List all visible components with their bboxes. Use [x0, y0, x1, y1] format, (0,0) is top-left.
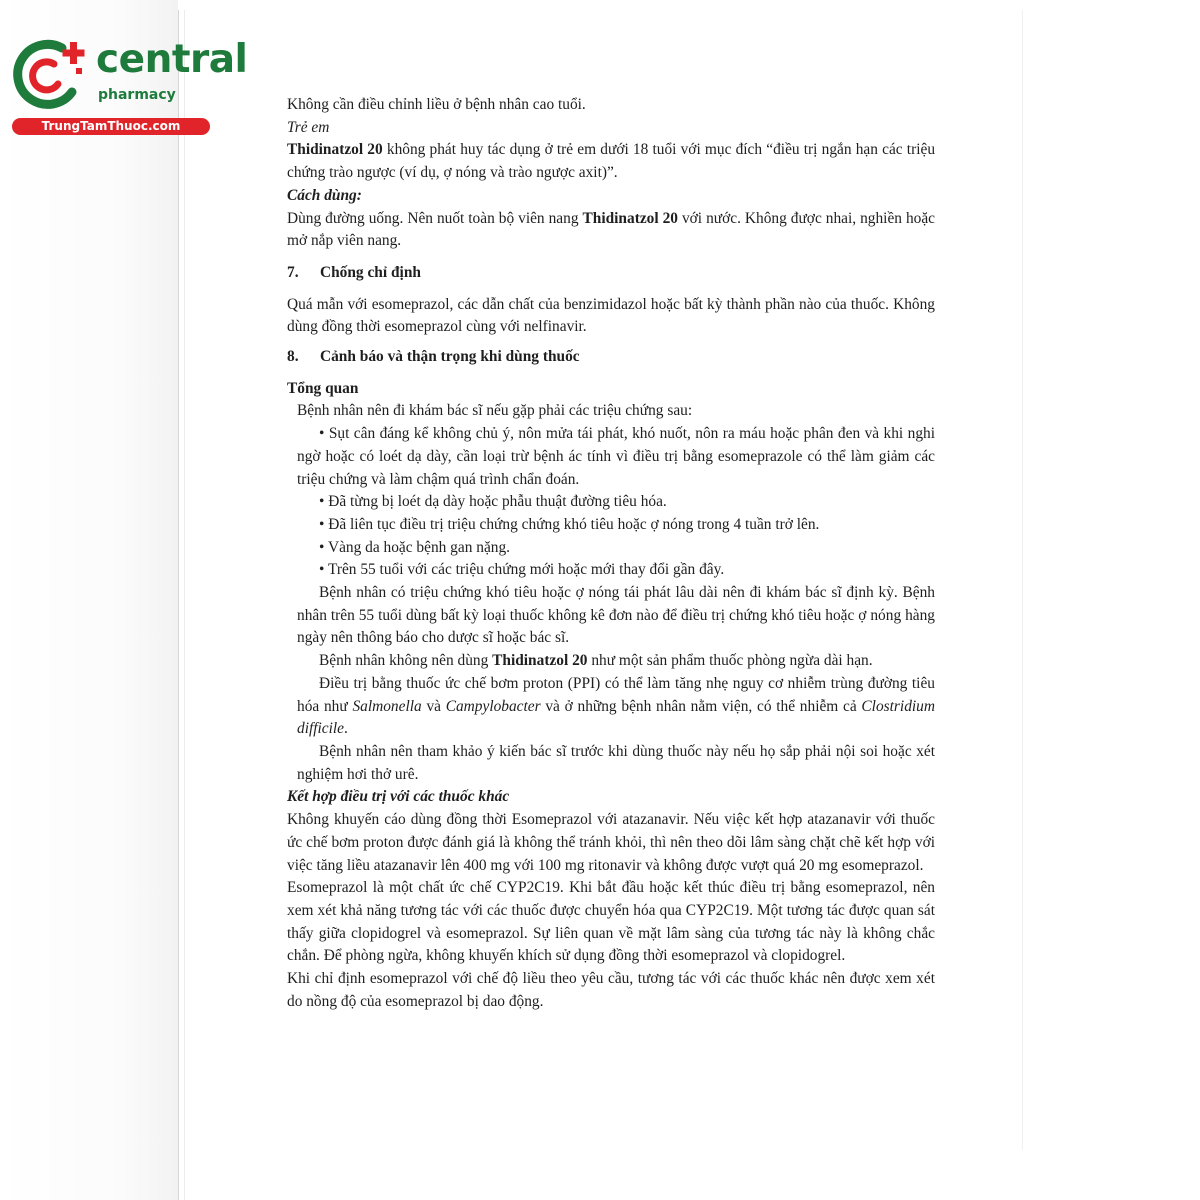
bacteria-name: Clostridium difficile	[297, 697, 935, 738]
children-text: không phát huy tác dụng ở trẻ em dưới 18 tuổi với mục đích “điều trị ngắn hạn các triệu chứng trào ngược (ví dụ, ợ nóng và trào ngược axit)”.	[287, 141, 936, 182]
cyp2c19-paragraph: Esomeprazol là một chất ức chế CYP2C19. Khi bắt đầu hoặc kết thúc điều trị bằng esomeprazol, nên xem xét khả năng tương tác với các thuốc được chuyển hóa qua CYP2C19. Một tương tác được quan sát thấy giữa clopidogrel và esomeprazol. Sự liên quan về mặt lâm sàng của tương tác này là không chắc chắn. Để phòng ngừa, không khuyến khích sử dụng đồng thời esomeprazol và clopidogrel.	[287, 879, 935, 965]
scan-fold-line-inner	[184, 10, 185, 1200]
contraindications-paragraph: Quá mẫn với esomeprazol, các dẫn chất của benzimidazol hoặc bất kỳ thành phần nào của thuốc. Không dùng đồng thời esomeprazol cùng với nelfinavir.	[287, 295, 935, 336]
usage-text-a: Dùng đường uống. Nên nuốt toàn bộ viên nang	[287, 209, 583, 227]
children-paragraph	[287, 139, 935, 184]
prevention-text-b: như một sản phẩm thuốc phòng ngừa dài hạn.	[587, 652, 873, 670]
overview-intro: Bệnh nhân nên đi khám bác sĩ nếu gặp phải các triệu chứng sau:	[297, 402, 693, 420]
document-body	[287, 94, 935, 1013]
scan-fold-line	[178, 10, 179, 1200]
pharmacy-c-cross-icon	[10, 36, 94, 116]
section-number: 7.	[287, 263, 299, 281]
interactions-subheading: Kết hợp điều trị với các thuốc khác	[287, 788, 510, 806]
atazanavir-paragraph: Không khuyến cáo dùng đồng thời Esomeprazol với atazanavir. Nếu việc kết hợp atazanavir với thuốc ức chế bơm proton được đánh giá là không thể tránh khỏi, thì nên theo dõi lâm sàng chặt chẽ kết hợp với việc tăng liều atazanavir lên 400 mg với 100 mg ritonavir và không được vượt quá 20 mg esomeprazol.	[287, 811, 935, 874]
usage-subheading: Cách dùng:	[287, 186, 362, 204]
section-title: Cảnh báo và thận trọng khi dùng thuốc	[320, 348, 580, 366]
warning-list	[287, 423, 935, 786]
scan-right-edge	[1022, 10, 1023, 1150]
infection-risk-paragraph	[297, 673, 935, 741]
infection-text-c: và ở những bệnh nhân nằm viện, có thể nhiễm cả	[540, 697, 862, 715]
logo-subtitle: pharmacy	[98, 87, 176, 103]
product-name: Thidinatzol 20	[287, 141, 383, 159]
logo-website-badge: TrungTamThuoc.com	[12, 118, 210, 135]
product-name: Thidinatzol 20	[582, 209, 678, 227]
logo-name: central	[96, 37, 248, 82]
section-8-heading	[287, 346, 935, 369]
overview-subheading: Tổng quan	[287, 379, 359, 397]
product-name: Thidinatzol 20	[492, 652, 588, 670]
prevention-paragraph	[297, 650, 935, 673]
list-item: • Vàng da hoặc bệnh gan nặng.	[319, 538, 511, 556]
infection-text-b: và	[421, 697, 446, 715]
usage-paragraph	[287, 208, 935, 253]
list-item: • Trên 55 tuổi với các triệu chứng mới hoặc mới thay đổi gần đây.	[319, 561, 725, 579]
bacteria-name: Campylobacter	[445, 697, 541, 715]
list-item: • Đã từng bị loét dạ dày hoặc phẫu thuật đường tiêu hóa.	[319, 493, 667, 511]
bacteria-name: Salmonella	[352, 697, 422, 715]
section-title: Chống chỉ định	[320, 263, 421, 281]
endoscopy-paragraph: Bệnh nhân nên tham khảo ý kiến bác sĩ trước khi dùng thuốc này nếu họ sắp phải nội soi hoặc xét nghiệm hơi thở urê.	[297, 742, 935, 783]
infection-text-a: Điều trị bằng thuốc ức chế bơm proton (PPI) có thể làm tăng nhẹ nguy cơ nhiễm trùng đường tiêu hóa như	[297, 674, 935, 715]
section-7-heading	[287, 262, 935, 285]
list-item: • Đã liên tục điều trị triệu chứng chứng khó tiêu hoặc ợ nóng trong 4 tuần trở lên.	[319, 515, 820, 533]
usage-text-b: với nước. Không được nhai, nghiền hoặc mở nắp viên nang.	[287, 209, 935, 250]
children-subheading: Trẻ em	[287, 118, 330, 136]
central-pharmacy-logo	[10, 36, 248, 136]
recurring-symptoms-paragraph: Bệnh nhân có triệu chứng khó tiêu hoặc ợ nóng tái phát lâu dài nên đi khám bác sĩ định kỳ. Bệnh nhân trên 55 tuổi dùng bất kỳ loại thuốc không kê đơn nào để điều trị chứng khó tiêu hoặc ợ nóng hàng ngày nên thông báo cho dược sĩ hoặc bác sĩ.	[297, 584, 935, 647]
section-number: 8.	[287, 348, 299, 366]
elderly-dosage-note: Không cần điều chỉnh liều ở bệnh nhân cao tuổi.	[287, 96, 586, 113]
scan-shadow	[0, 0, 178, 1200]
prevention-text-a: Bệnh nhân không nên dùng	[319, 652, 493, 670]
on-demand-paragraph: Khi chỉ định esomeprazol với chế độ liều theo yêu cầu, tương tác với các thuốc khác nên được xem xét do nồng độ của esomeprazol bị dao động.	[287, 970, 935, 1010]
list-item: • Sụt cân đáng kể không chủ ý, nôn mửa tái phát, khó nuốt, nôn ra máu hoặc phân đen và khi nghi ngờ hoặc có loét dạ dày, cần loại trừ bệnh ác tính vì điều trị bằng esomeprazole có thể làm giảm các triệu chứng và làm chậm quá trình chẩn đoán.	[297, 425, 935, 488]
infection-text-d: .	[344, 720, 348, 738]
